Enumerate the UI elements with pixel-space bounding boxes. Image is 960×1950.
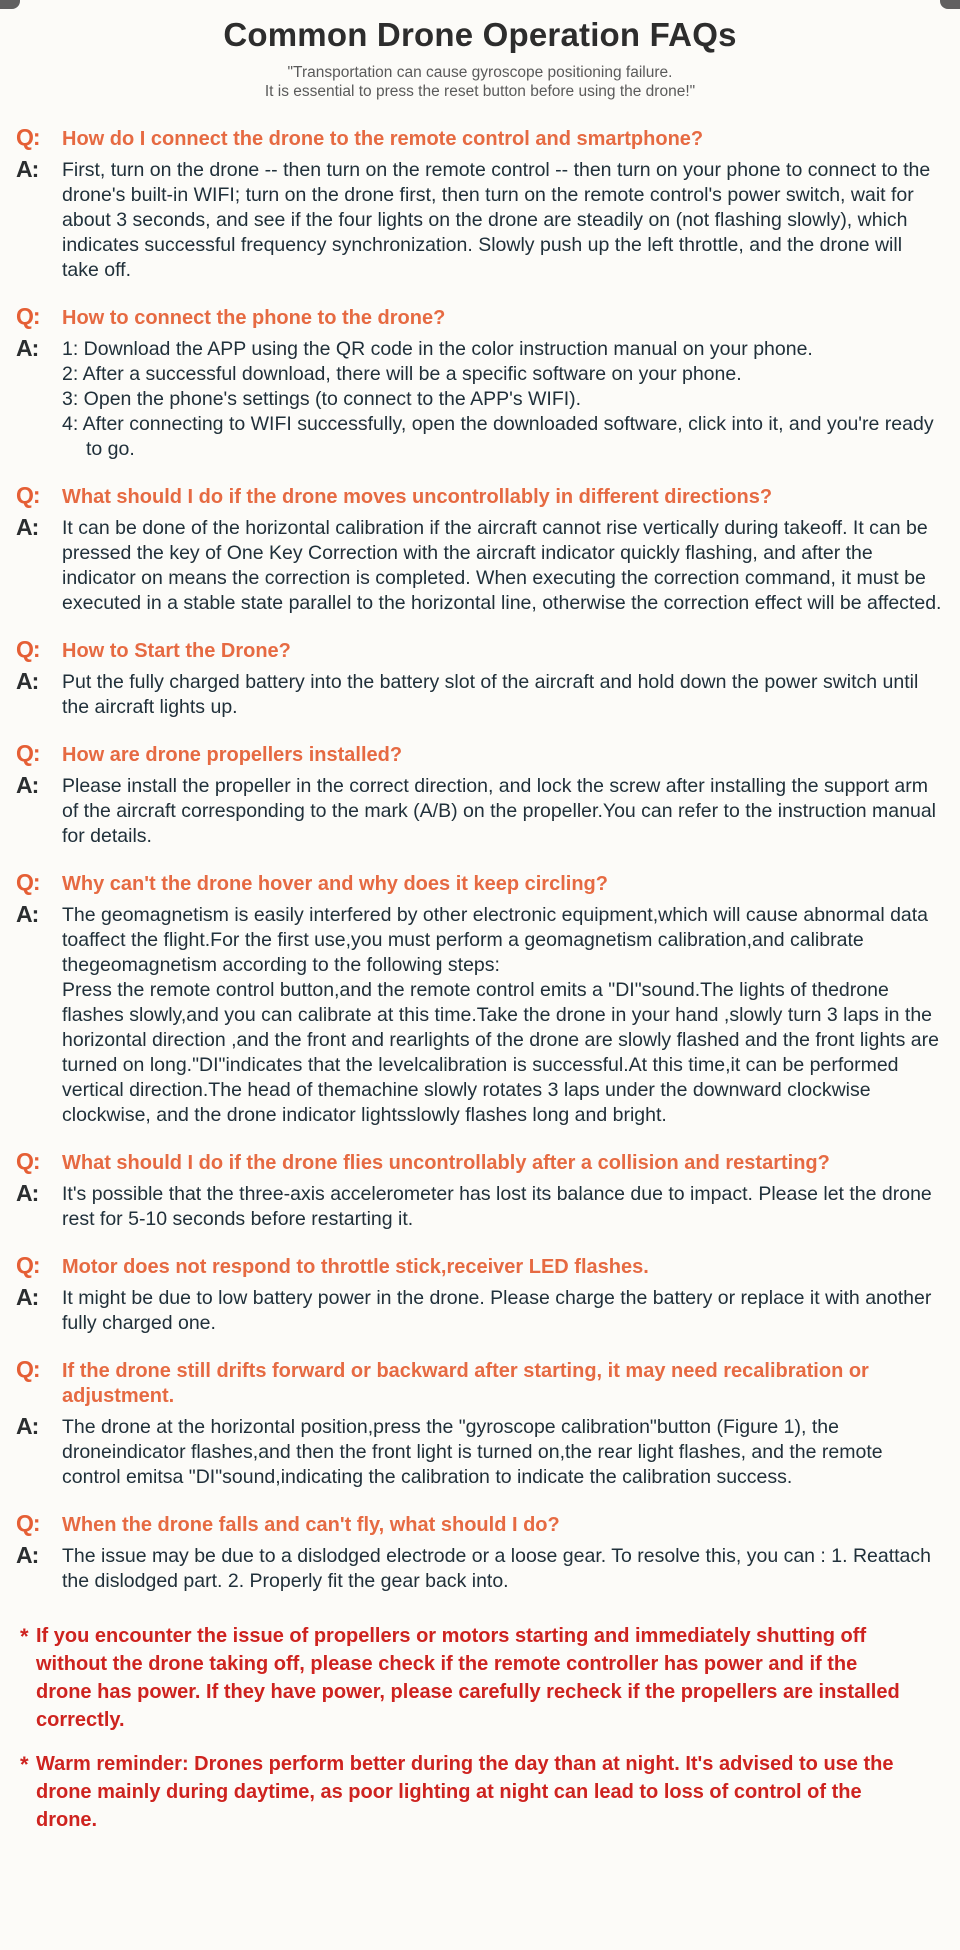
question-marker: Q:	[16, 1252, 40, 1278]
faq-item	[16, 870, 944, 1128]
faq-answer-row	[16, 1543, 944, 1594]
note-item	[16, 1750, 944, 1834]
answer-paragraph: 3: Open the phone's settings (to connect to the APP's WIFI).	[62, 388, 582, 410]
answer-marker: A:	[16, 901, 39, 927]
question-marker: Q:	[16, 636, 40, 662]
answer-marker: A:	[16, 772, 39, 798]
faq-answer-row	[16, 157, 944, 283]
answer-text	[56, 1543, 944, 1594]
answer-paragraph: Please install the propeller in the correct direction, and lock the screw after installing the support arm of the aircraft corresponding to the mark (A/B) on the propeller.You can refer to the instruction manual for details.	[62, 775, 937, 847]
answer-paragraph: Press the remote control button,and the remote control emits a "DI"sound.The lights of thedrone flashes slowly,and you can calibrate at this time.Take the drone in your hand ,slowly turn 3 laps in the horizontal direction ,and the front and rearlights of the drone are slowly flashed and the front lights are turned on long."DI"indicates that the levelcalibration is successful.At this time,it can be performed vertical direction.The head of themachine slowly rotates 3 laps under the downward clockwise clockwise, and the drone indicator lightsslowly flashes long and bright.	[62, 979, 939, 1126]
faq-item	[16, 1357, 944, 1490]
faq-answer-row	[16, 1285, 944, 1336]
question-marker: Q:	[16, 1510, 40, 1536]
question-text: Motor does not respond to throttle stick,receiver LED flashes.	[62, 1256, 649, 1278]
question-text: When the drone falls and can't fly, what should I do?	[62, 1514, 560, 1536]
question-text: If the drone still drifts forward or backward after starting, it may need recalibration or adjustment.	[62, 1360, 869, 1407]
faq-question-row	[16, 483, 944, 510]
answer-paragraph: The geomagnetism is easily interfered by other electronic equipment,which will cause abnormal data toaffect the flight.For the first use,you must perform a geomagnetism calibration,and calibrate thegeomagnetism according to the following steps:	[62, 904, 929, 976]
faq-question-row	[16, 1149, 944, 1176]
warning-notes	[16, 1622, 944, 1834]
faq-question-row	[16, 125, 944, 152]
answer-text	[56, 1414, 944, 1490]
faq-answer-row	[16, 773, 944, 849]
question-text: What should I do if the drone moves uncontrollably in different directions?	[62, 486, 773, 508]
faq-question-row	[16, 1253, 944, 1280]
answer-text	[56, 1285, 944, 1336]
answer-text	[56, 336, 944, 462]
answer-paragraph: 4: After connecting to WIFI successfully, open the downloaded software, click into it, and you're ready to go.	[62, 413, 934, 460]
question-marker: Q:	[16, 303, 40, 329]
answer-text	[56, 773, 944, 849]
question-text: How are drone propellers installed?	[62, 744, 403, 766]
faq-item	[16, 1149, 944, 1232]
faq-answer-row	[16, 669, 944, 720]
answer-paragraph: 1: Download the APP using the QR code in the color instruction manual on your phone.	[62, 338, 813, 360]
faq-item	[16, 1511, 944, 1594]
question-text: How to connect the phone to the drone?	[62, 307, 446, 329]
note-asterisk: *	[20, 1624, 29, 1649]
answer-text	[56, 669, 944, 720]
answer-paragraph: It can be done of the horizontal calibration if the aircraft cannot rise vertically during takeoff. It can be pressed the key of One Key Correction with the aircraft indicator quickly flashing, and after the indicator on means the correction is completed. When executing the correction command, it must be executed in a stable state parallel to the horizontal line, otherwise the correction effect will be affected.	[62, 517, 942, 614]
faq-question-row	[16, 870, 944, 897]
note-asterisk: *	[20, 1752, 29, 1777]
question-marker: Q:	[16, 482, 40, 508]
faq-question-row	[16, 304, 944, 331]
question-marker: Q:	[16, 869, 40, 895]
page-subtitle	[16, 63, 944, 101]
question-marker: Q:	[16, 1356, 40, 1382]
subtitle-line-1: "Transportation can cause gyroscope positioning failure.	[287, 64, 673, 81]
note-text: Warm reminder: Drones perform better during the day than at night. It's advised to use the drone mainly during daytime, as poor lighting at night can lead to loss of control of the drone.	[36, 1753, 894, 1831]
question-text: What should I do if the drone flies uncontrollably after a collision and restarting?	[62, 1152, 830, 1174]
faq-list	[16, 125, 944, 1594]
faq-answer-row	[16, 1414, 944, 1490]
faq-item	[16, 304, 944, 462]
answer-marker: A:	[16, 1542, 39, 1568]
answer-paragraph: It might be due to low battery power in the drone. Please charge the battery or replace it with another fully charged one.	[62, 1287, 932, 1334]
faq-item	[16, 637, 944, 720]
faq-item	[16, 125, 944, 283]
question-text: Why can't the drone hover and why does it keep circling?	[62, 873, 608, 895]
answer-marker: A:	[16, 1413, 39, 1439]
corner-artifact-top-right	[940, 0, 960, 9]
question-marker: Q:	[16, 1148, 40, 1174]
question-marker: Q:	[16, 740, 40, 766]
answer-marker: A:	[16, 514, 39, 540]
answer-marker: A:	[16, 156, 39, 182]
question-marker: Q:	[16, 124, 40, 150]
question-text: How do I connect the drone to the remote control and smartphone?	[62, 128, 704, 150]
answer-paragraph: First, turn on the drone -- then turn on the remote control -- then turn on your phone to connect to the drone's built-in WIFI; turn on the drone first, then turn on the remote control's power switch, wait for about 3 seconds, and see if the four lights on the drone are steadily on (not flashing slowly), which indicates successful frequency synchronization. Slowly push up the left throttle, and the drone will take off.	[62, 159, 931, 281]
answer-text	[56, 157, 944, 283]
answer-paragraph: The issue may be due to a dislodged electrode or a loose gear. To resolve this, you can : 1. Reattach the dislodged part. 2. Properly fit the gear back into.	[62, 1545, 931, 1592]
answer-text	[56, 515, 944, 616]
page-title: Common Drone Operation FAQs	[223, 16, 737, 53]
faq-item	[16, 483, 944, 616]
subtitle-line-2: It is essential to press the reset button before using the drone!"	[264, 83, 696, 100]
faq-answer-row	[16, 1181, 944, 1232]
faq-question-row	[16, 741, 944, 768]
answer-marker: A:	[16, 335, 39, 361]
answer-paragraph: The drone at the horizontal position,press the "gyroscope calibration"button (Figure 1), the droneindicator flashes,and then the front light is turned on,the rear light flashes, and the remote control emitsa "DI"sound,indicating the calibration to indicate the calibration success.	[62, 1416, 883, 1488]
answer-marker: A:	[16, 1180, 39, 1206]
answer-marker: A:	[16, 668, 39, 694]
faq-answer-row	[16, 515, 944, 616]
question-text: How to Start the Drone?	[62, 640, 291, 662]
answer-paragraph: 2: After a successful download, there will be a specific software on your phone.	[62, 363, 742, 385]
faq-question-row	[16, 637, 944, 664]
faq-question-row	[16, 1511, 944, 1538]
answer-text	[56, 902, 944, 1128]
note-text: If you encounter the issue of propellers or motors starting and immediately shutting off without the drone taking off, please check if the remote controller has power and if the drone has power. If they have power, please carefully recheck if the propellers are installed correctly.	[36, 1625, 900, 1731]
note-item	[16, 1622, 944, 1734]
faq-item	[16, 1253, 944, 1336]
faq-answer-row	[16, 336, 944, 462]
faq-question-row	[16, 1357, 944, 1409]
faq-item	[16, 741, 944, 849]
answer-text	[56, 1181, 944, 1232]
answer-paragraph: Put the fully charged battery into the battery slot of the aircraft and hold down the power switch until the aircraft lights up.	[62, 671, 919, 718]
answer-marker: A:	[16, 1284, 39, 1310]
faq-answer-row	[16, 902, 944, 1128]
answer-paragraph: It's possible that the three-axis accelerometer has lost its balance due to impact. Please let the drone rest for 5-10 seconds before restarting it.	[62, 1183, 932, 1230]
